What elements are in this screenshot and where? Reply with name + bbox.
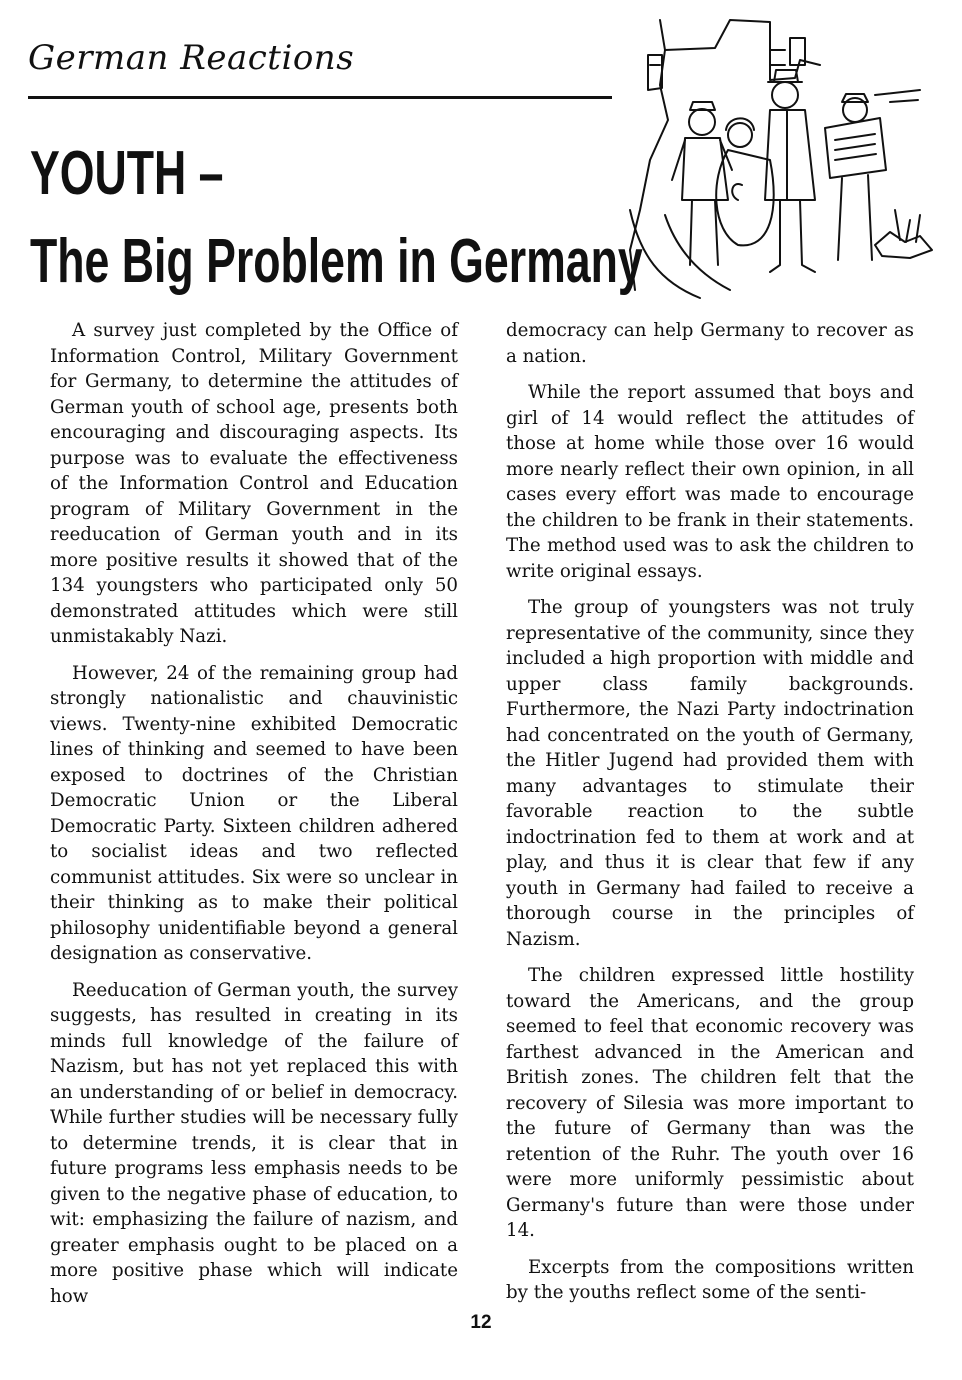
- section-kicker: German Reactions: [28, 38, 355, 78]
- header-rule: [28, 96, 612, 99]
- article-column-right: [506, 318, 914, 1317]
- article-paragraph: Reeducation of German youth, the survey suggests, has resulted in creating in its minds full knowledge of the failure of Nazism, but has not yet replaced this with an understanding of or belief in democracy. While further studies will be necessary fully to determine trends, it is clear that in future programs less emphasis needs to be given to the negative phase of education, to wit: emphasizing the failure of nazism, and greater emphasis ought to be placed on a more positive phase which will indicate how: [50, 979, 458, 1307]
- article-paragraph: The group of youngsters was not truly representative of the community, since they included a high proportion with middle and upper class family backgrounds. Furthermore, the Nazi Party indoctrination had concentrated on the youth of Germany, the Hitler Jugend had provided them with many advantages to stimulate their favorable reaction to the subtle indoctrination fed to them at work and at play, and thus it is clear that few if any youth in Germany had failed to receive a thorough course in the principles of Nazism.: [506, 597, 914, 950]
- article-paragraph: The children expressed little hostility toward the Americans, and the group seemed to feel that economic recovery was farthest advanced in the American and British zones. The children felt that the recovery of Silesia was more important to the future of Germany than was the retention of the Ruhr. The youth over 16 were more uniformly pessimistic about Germany's future than were those under 14.: [506, 965, 914, 1241]
- article-column-left: [50, 318, 458, 1320]
- article-paragraph: Excerpts from the compositions written by the youths reflect some of the senti-: [506, 1256, 914, 1303]
- street-scene-illustration: [620, 10, 940, 300]
- article-paragraph: While the report assumed that boys and girl of 14 would reflect the attitudes of those at home while those over 16 would more nearly reflect their own opinion, in all cases every effort was made to encourage the children to be frank in their statements. The method used was to ask the children to write original essays.: [506, 382, 914, 582]
- article-paragraph: democracy can help Germany to recover as a nation.: [506, 320, 914, 367]
- headline-line-2: The Big Problem in Germany: [30, 227, 643, 296]
- article-paragraph: However, 24 of the remaining group had strongly nationalistic and chauvinistic views. Twenty-nine exhibited Democratic lines of thinking and seemed to have been exposed to doctrines of the Christian Democratic Union or the Liberal Democratic Party. Sixteen children adhered to socialist ideas and two reflected communist attitudes. Six were so unclear in their thinking as to make their political philosophy unidentifiable beyond a general designation as conservative.: [50, 662, 458, 964]
- headline-line-1: YOUTH –: [30, 139, 224, 208]
- article-paragraph: A survey just completed by the Office of Information Control, Military Government for Germany, to determine the attitudes of German youth of school age, presents both encouraging and discouraging aspects. Its purpose was to evaluate the effectiveness of the Information Control and Education program of Military Government in the reeducation of German youth and in its more positive results it showed that of the 134 youngsters who participated only 50 demonstrated attitudes which were still unmistakably Nazi.: [50, 320, 458, 647]
- page-number: 12: [470, 1312, 492, 1333]
